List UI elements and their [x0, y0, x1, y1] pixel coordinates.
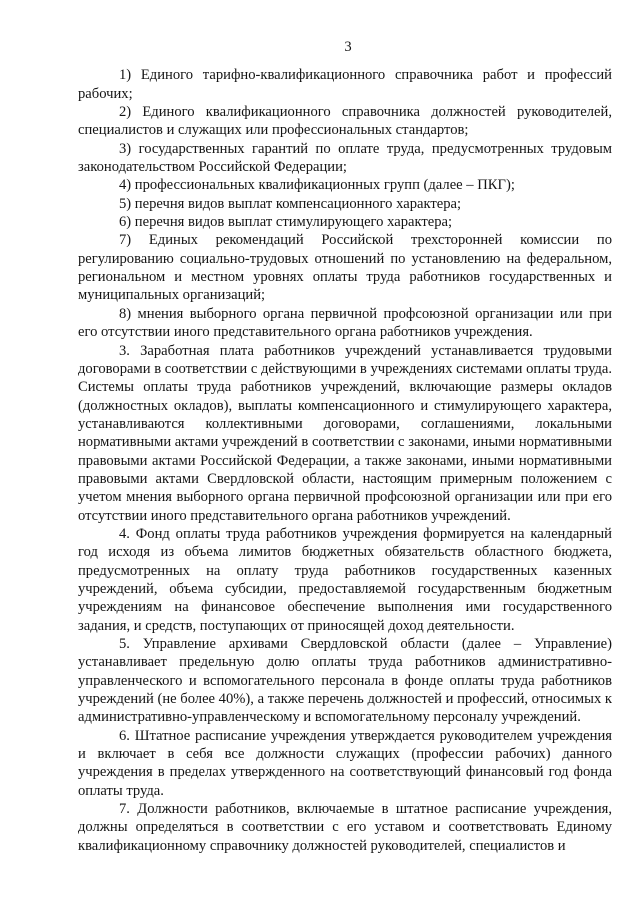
paragraph-section-7: 7. Должности работников, включаемые в штатное расписание учреждения, должны определяться в соответствии с его уставом и соответствовать Единому квалификационному справочнику должностей руководителей, специалистов и [78, 801, 612, 854]
paragraph-item-1: 1) Единого тарифно-квалификационного справочника работ и профессий рабочих; [78, 67, 612, 102]
document-page [78, 38, 612, 855]
paragraph-section-4: 4. Фонд оплаты труда работников учреждения формируется на календарный год исходя из объема лимитов бюджетных обязательств областного бюджета, предусмотренных на оплату труда работников государственных казенных учреждений, объема субсидии, предоставляемой государственным бюджетным учреждениям на финансовое обеспечение выполнения ими государственного задания, и средств, поступающих от приносящей доход деятельности. [78, 525, 612, 634]
paragraph-item-2: 2) Единого квалификационного справочника должностей руководителей, специалистов и служащих или профессиональных стандартов; [78, 104, 612, 139]
paragraph-section-6: 6. Штатное расписание учреждения утверждается руководителем учреждения и включает в себя все должности служащих (профессии рабочих) данного учреждения в пределах утвержденного на соответствующий финансовый год фонда оплаты труда. [78, 727, 612, 799]
paragraph-item-8: 8) мнения выборного органа первичной профсоюзной организации или при его отсутствии иного представительного органа работников учреждения. [78, 305, 612, 341]
paragraph-section-5: 5. Управление архивами Свердловской области (далее – Управление) устанавливает предельную долю оплаты труда работников административно-управленческого и вспомогательного персонала в фонде оплаты труда работников учреждений (не более 40%), а также перечень должностей и профессий, относимых к административно-управленческому и вспомогательному персоналу учреждений. [78, 636, 612, 726]
paragraph-item-3: 3) государственных гарантий по оплате труда, предусмотренных трудовым законодательством Российской Федерации; [78, 140, 612, 176]
paragraph-item-6: 6) перечня видов выплат стимулирующего характера; [119, 214, 453, 231]
paragraph-item-4: 4) профессиональных квалификационных групп (далее – ПКГ); [119, 177, 515, 194]
paragraph-item-7: 7) Единых рекомендаций Российской трехсторонней комиссии по регулированию социально-трудовых отношений по установлению на федеральном, региональном и местном уровнях оплаты труда работников государственных и муниципальных организаций; [78, 232, 612, 304]
paragraph-section-3: 3. Заработная плата работников учреждений устанавливается трудовыми договорами в соответствии с действующими в учреждениях системами оплаты труда. Системы оплаты труда работников учреждений, включающие размеры окладов (должностных окладов), выплаты компенсационного и стимулирующего характера, устанавливаются коллективными договорами, соглашениями, локальными нормативными актами учреждений в соответствии с законами, иными нормативными правовыми актами Российской Федерации, а также законами, иными нормативными правовыми актами Свердловской области, настоящим примерным положением с учетом мнения выборного органа первичной профсоюзной организации или при его отсутствии иного представительного органа работников учреждений. [78, 342, 612, 524]
paragraph-item-5: 5) перечня видов выплат компенсационного характера; [119, 195, 462, 212]
page-number: 3 [344, 39, 352, 55]
